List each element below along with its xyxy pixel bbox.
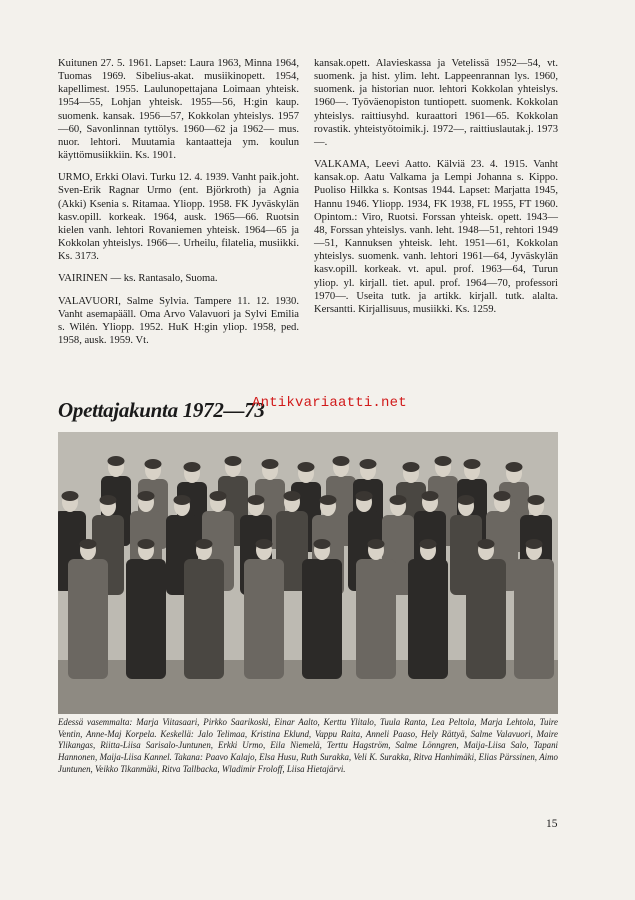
watermark-text: Antikvariaatti.net [252, 395, 407, 411]
front-row-person [466, 539, 506, 679]
front-row-person [244, 539, 284, 679]
front-row-person [68, 539, 108, 679]
text-entry-valavuori-cont: kansak.opett. Alavieskassa ja Vetelissä 1952—54, vt. suomenk. ja hist. ylim. leht. Lappeenrannan lys. 1960, suomenk. ja historian nuor. lehtori Kokkolan yhteislys. 1960—. Työväenopiston tuntiopett. suomenk. Kokkolan yhteislys. raittiusyhd. kuraattori 1961—65. Kokkolan rovastik. yhteistyötoimik.j. 1972—, raittiuslautak.j. 1973—. [314, 58, 558, 148]
left-text-column [58, 57, 299, 356]
right-text-column [314, 57, 558, 325]
group-photo-image [58, 432, 558, 714]
front-row-person [408, 539, 448, 679]
photo-caption: Edessä vasemmalta: Marja Viitasaari, Pirkko Saarikoski, Einar Aalto, Kerttu Ylitalo, Tuula Ranta, Lea Peltola, Marja Lehtola, Tuire Ventin, Anne-Maj Korpela. Keskellä: Jalo Telimaa, Kristina Eklund, Vappu Raita, Anneli Paaso, Hely Rättyä, Salme Valavuori, Maire Ylikangas, Riitta-Liisa Sarisalo-Juntunen, Erkki Urmo, Eila Niemelä, Terttu Hagström, Salme Lönngren, Maija-Liisa Salo, Tapani Hannonen, Maija-Liisa Kannel. Takana: Paavo Kalajo, Elsa Husu, Ruth Surakka, Veli K. Surakka, Ritva Hanhimäki, Elias Pärssinen, Aimo Juntunen, Veikko Tikanmäki, Ritva Tallbacka, Wladimir Froloff, Liisa Hietajärvi. [58, 717, 558, 774]
front-row-person [184, 539, 224, 679]
front-row-person [356, 539, 396, 679]
text-entry-kuitunen: Kuitunen 27. 5. 1961. Lapset: Laura 1963, Minna 1964, Tuomas 1969. Sibelius-akat. musiikinopett. 1954, kapellimest. 1955. Laulunopettajana Loimaan yhteisk. 1954—55, Lohjan yhteisk. 1955—56, H:gin kaup. suomenk. kansak. 1956—57, Kokkolan yhteislys. 1957—60, Savonlinnan tyttölys. 1960—62 ja 1962— mus. nuor. lehtori. Muutamia kantaatteja ym. koulun käyttömusiikkiin. Ks. 1901. [58, 58, 299, 162]
front-row-person [302, 539, 342, 679]
section-heading: Opettajakunta 1972—73 [58, 398, 265, 422]
group-photo [58, 432, 558, 714]
page-number: 15 [546, 818, 558, 830]
front-row-person [126, 539, 166, 679]
text-entry-valavuori: VALAVUORI, Salme Sylvia. Tampere 11. 12. 1930. Vanht asemapääll. Oma Arvo Valavuori ja Sylvi Emilia s. Wilén. Ylioрp. 1952. HuK H:gin yliop. 1958, ped. 1958, ausk. 1959. Vt. [58, 295, 299, 346]
text-entry-vairinen: VAIRINEN — ks. Rantasalo, Suoma. [58, 273, 218, 285]
front-row-person [514, 539, 554, 679]
text-entry-valkama: VALKAMA, Leevi Aatto. Kälviä 23. 4. 1915. Vanht kansak.op. Aatu Valkama ja Lempi Johanna s. Kippo. Puoliso Hilkka s. Kontsas 1944. Lapset: Marjatta 1945, Hannu 1946. Ylioрp. 1934, FK 1938, FL 1955, FT 1960. Opintom.: Viro, Ruotsi. Forssan yhteisk. opett. 1943—48, Forssan yhteislys. vanh. leht. 1948—51, rehtori 1949—51, Kannuksen yhteisk. leht. 1951—61, Kokkolan yhteislys. suomenk. vanh. lehtori 1961—64, Jyväskylän kasv.opill. korkeak. vt. apul. prof. 1963—64, Turun yliop. yl. kirjall. tiet. apul. prof. 1964—70, professori 1970—. Useita tutk. ja artikk. kirjall. tutk. alalta. Kersantti. Kirjallisuus, musiikki. Ks. 1259. [314, 159, 558, 315]
text-entry-urmo: URMO, Erkki Olavi. Turku 12. 4. 1939. Vanht paik.joht. Sven-Erik Ragnar Urmo (ent. Björkroth) ja Agnia (Akki) Ksenia s. Ritamaa. Ylioрp. 1958. FK Jyväskylän kasv.opill. korkeak. 1964, ausk. 1965—66. Ruotsin kielen vanh. lehtori Rovaniemen yhteisk. 1964—65 ja Kokkolan yhteislys. 1966—. Urheilu, filatelia, musiikki. Ks. 3173. [58, 172, 299, 263]
